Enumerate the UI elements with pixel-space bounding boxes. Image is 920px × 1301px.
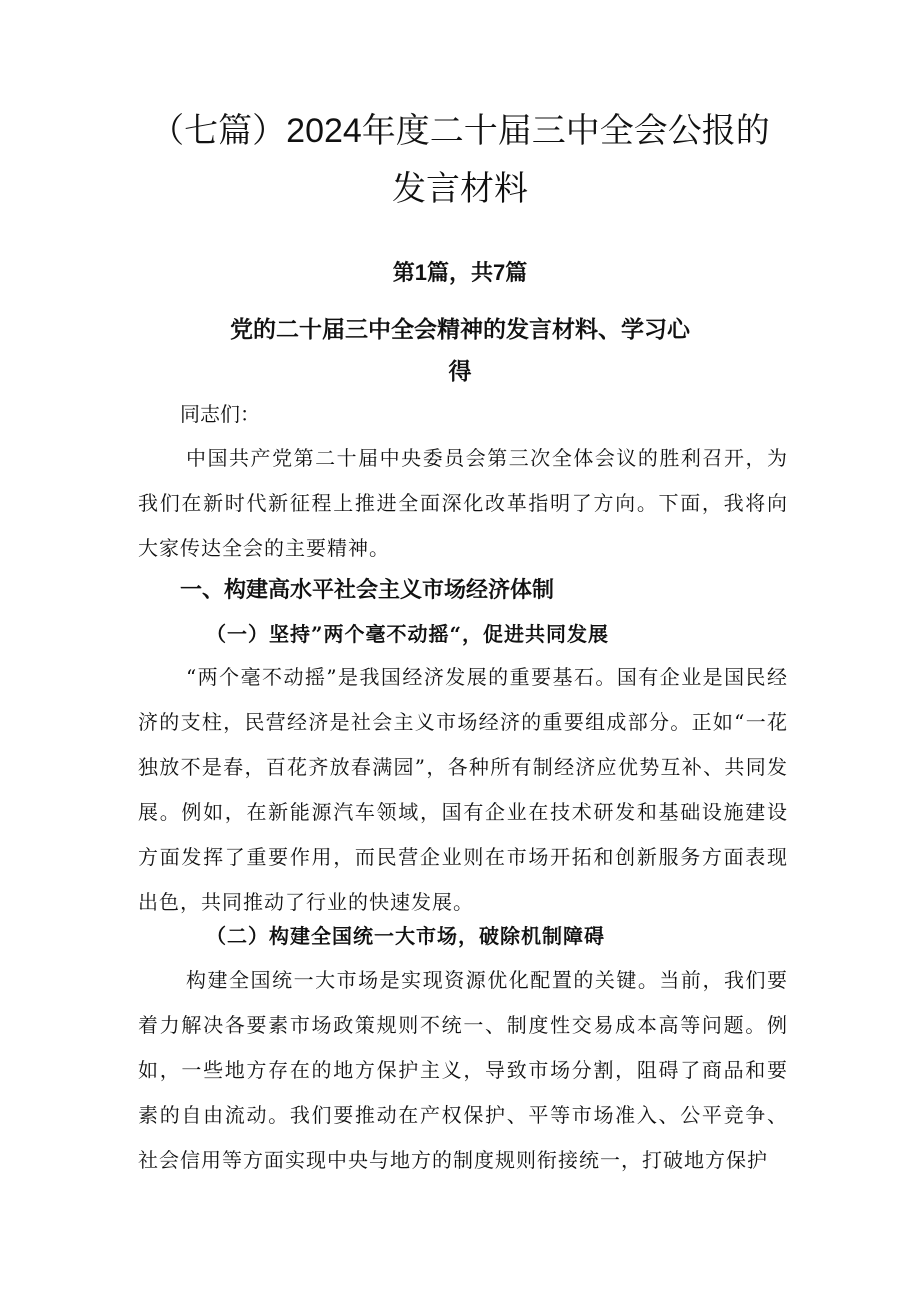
heading-level-2-first: （一）坚持”两个毫不动摇“，促进共同发展 [206,622,610,646]
heading-level-2-second: （二）构建全国统一大市场，破除机制障碍 [206,924,605,948]
section-title-line-1: 党的二十届三中全会精神的发言材料、学习心 [230,316,690,342]
document-title-line-2: 发言材料 [392,170,528,208]
paragraph-unified-market: 构建全国统一大市场是实现资源优化配置的关键。当前，我们要着力解决各要素市场政策规则不统一、制度性交易成本高等问题。例如，一些地方存在的地方保护主义，导致市场分割，阻碍了商品和要素的自由流动。我们要推动在产权保护、平等市场准入、公平竞争、社会信用等方面实现中央与地方的制度规则衔接统一，打破地方保护 [138,968,788,1172]
section-title [120,308,800,392]
part-label: 第1篇，共7篇 [392,260,528,285]
heading-level-1: 一、构建高水平社会主义市场经济体制 [180,577,555,602]
paragraph-intro: 中国共产党第二十届中央委员会第三次全体会议的胜利召开，为我们在新时代新征程上推进全面深化改革指明了方向。下面，我将向大家传达全会的主要精神。 [138,446,788,560]
paragraph-two-unwavering: “两个毫不动摇”是我国经济发展的重要基石。国有企业是国民经济的支柱，民营经济是社会主义市场经济的重要组成部分。正如“一花独放不是春，百花齐放春满园”，各种所有制经济应优势互补、共同发展。例如，在新能源汽车领域，国有企业在技术研发和基础设施建设方面发挥了重要作用，而民营企业则在市场开拓和创新服务方面表现出色，共同推动了行业的快速发展。 [138,665,788,914]
document-title [60,102,860,218]
greeting: 同志们： [180,402,260,426]
section-title-line-2: 得 [448,358,472,384]
document-title-line-1: （七篇）2024年度二十届三中全会公报的 [150,112,770,150]
